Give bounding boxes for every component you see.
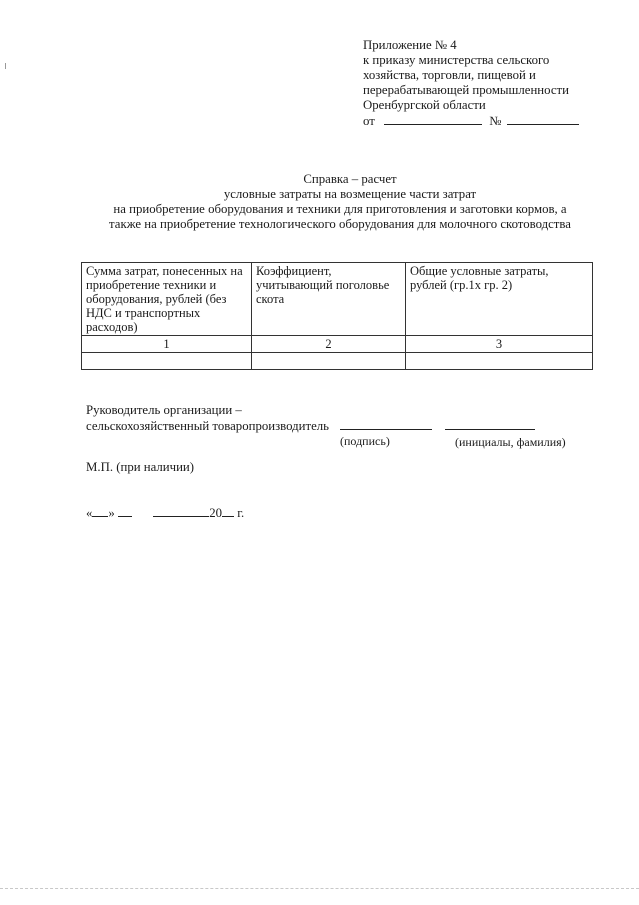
date-close-quote: » xyxy=(108,506,115,520)
appendix-date-number-line xyxy=(363,113,623,129)
from-label: от xyxy=(363,114,375,128)
year-suffix: г. xyxy=(237,506,245,520)
month-blank-line xyxy=(153,505,209,517)
appendix-number: Приложение № 4 xyxy=(363,38,457,52)
document-title xyxy=(60,172,620,232)
stamp-note: М.П. (при наличии) xyxy=(86,460,195,474)
signature-block xyxy=(86,403,566,449)
signature-labels xyxy=(86,434,566,449)
year-prefix: 20 xyxy=(209,506,223,520)
title-description-1: на приобретение оборудования и техники для приготовления и заготовки кормов, а xyxy=(113,202,567,216)
table-header-row xyxy=(82,263,593,336)
name-label: (инициалы, фамилия) xyxy=(455,435,566,449)
signature-label: (подпись) xyxy=(340,434,390,448)
scan-mark xyxy=(5,63,6,69)
signature-role-text: сельскохозяйственный товаропроизводитель xyxy=(86,419,329,433)
header-cell-coefficient: Коэффициент, учитывающий поголовье скота xyxy=(252,263,406,336)
number-blank-line xyxy=(507,113,579,125)
title-description-2: также на приобретение технологического оборудования для молочного скотоводства xyxy=(109,217,571,231)
header-cell-total: Общие условные затраты, рублей (гр.1х гр. 2) xyxy=(406,263,593,336)
table-column-number-row xyxy=(82,336,593,353)
date-line xyxy=(86,505,244,521)
data-cell-sum xyxy=(82,353,252,370)
title-main: Справка – расчет xyxy=(303,172,397,186)
appendix-industry-line: перерабатывающей промышленности xyxy=(363,83,569,97)
signature-role-line-1: Руководитель организации – xyxy=(86,403,242,417)
date-open-quote: « xyxy=(86,506,93,520)
signature-blank-line xyxy=(340,418,432,430)
calculation-table xyxy=(81,262,593,370)
day-blank-line xyxy=(92,505,108,517)
column-number-2: 2 xyxy=(252,336,406,353)
page-bottom-edge xyxy=(0,888,639,889)
header-cell-sum: Сумма затрат, понесенных на приобретение техники и оборудования, рублей (без НДС и транспортных расходов) xyxy=(82,263,252,336)
year-blank-line xyxy=(222,505,234,517)
column-number-3: 3 xyxy=(406,336,593,353)
appendix-ministry-line: хозяйства, торговли, пищевой и xyxy=(363,68,536,82)
appendix-header xyxy=(363,38,623,129)
appendix-order-line: к приказу министерства сельского xyxy=(363,53,550,67)
data-cell-total xyxy=(406,353,593,370)
date-blank-line xyxy=(384,113,482,125)
column-number-1: 1 xyxy=(82,336,252,353)
appendix-region-line: Оренбургской области xyxy=(363,98,486,112)
data-cell-coefficient xyxy=(252,353,406,370)
signature-role-line-2 xyxy=(86,418,535,434)
number-label: № xyxy=(489,114,502,128)
title-subtitle: условные затраты на возмещение части затрат xyxy=(223,187,477,201)
name-blank-line xyxy=(445,418,535,430)
table-row xyxy=(82,353,593,370)
month-blank-line-short xyxy=(118,505,132,517)
